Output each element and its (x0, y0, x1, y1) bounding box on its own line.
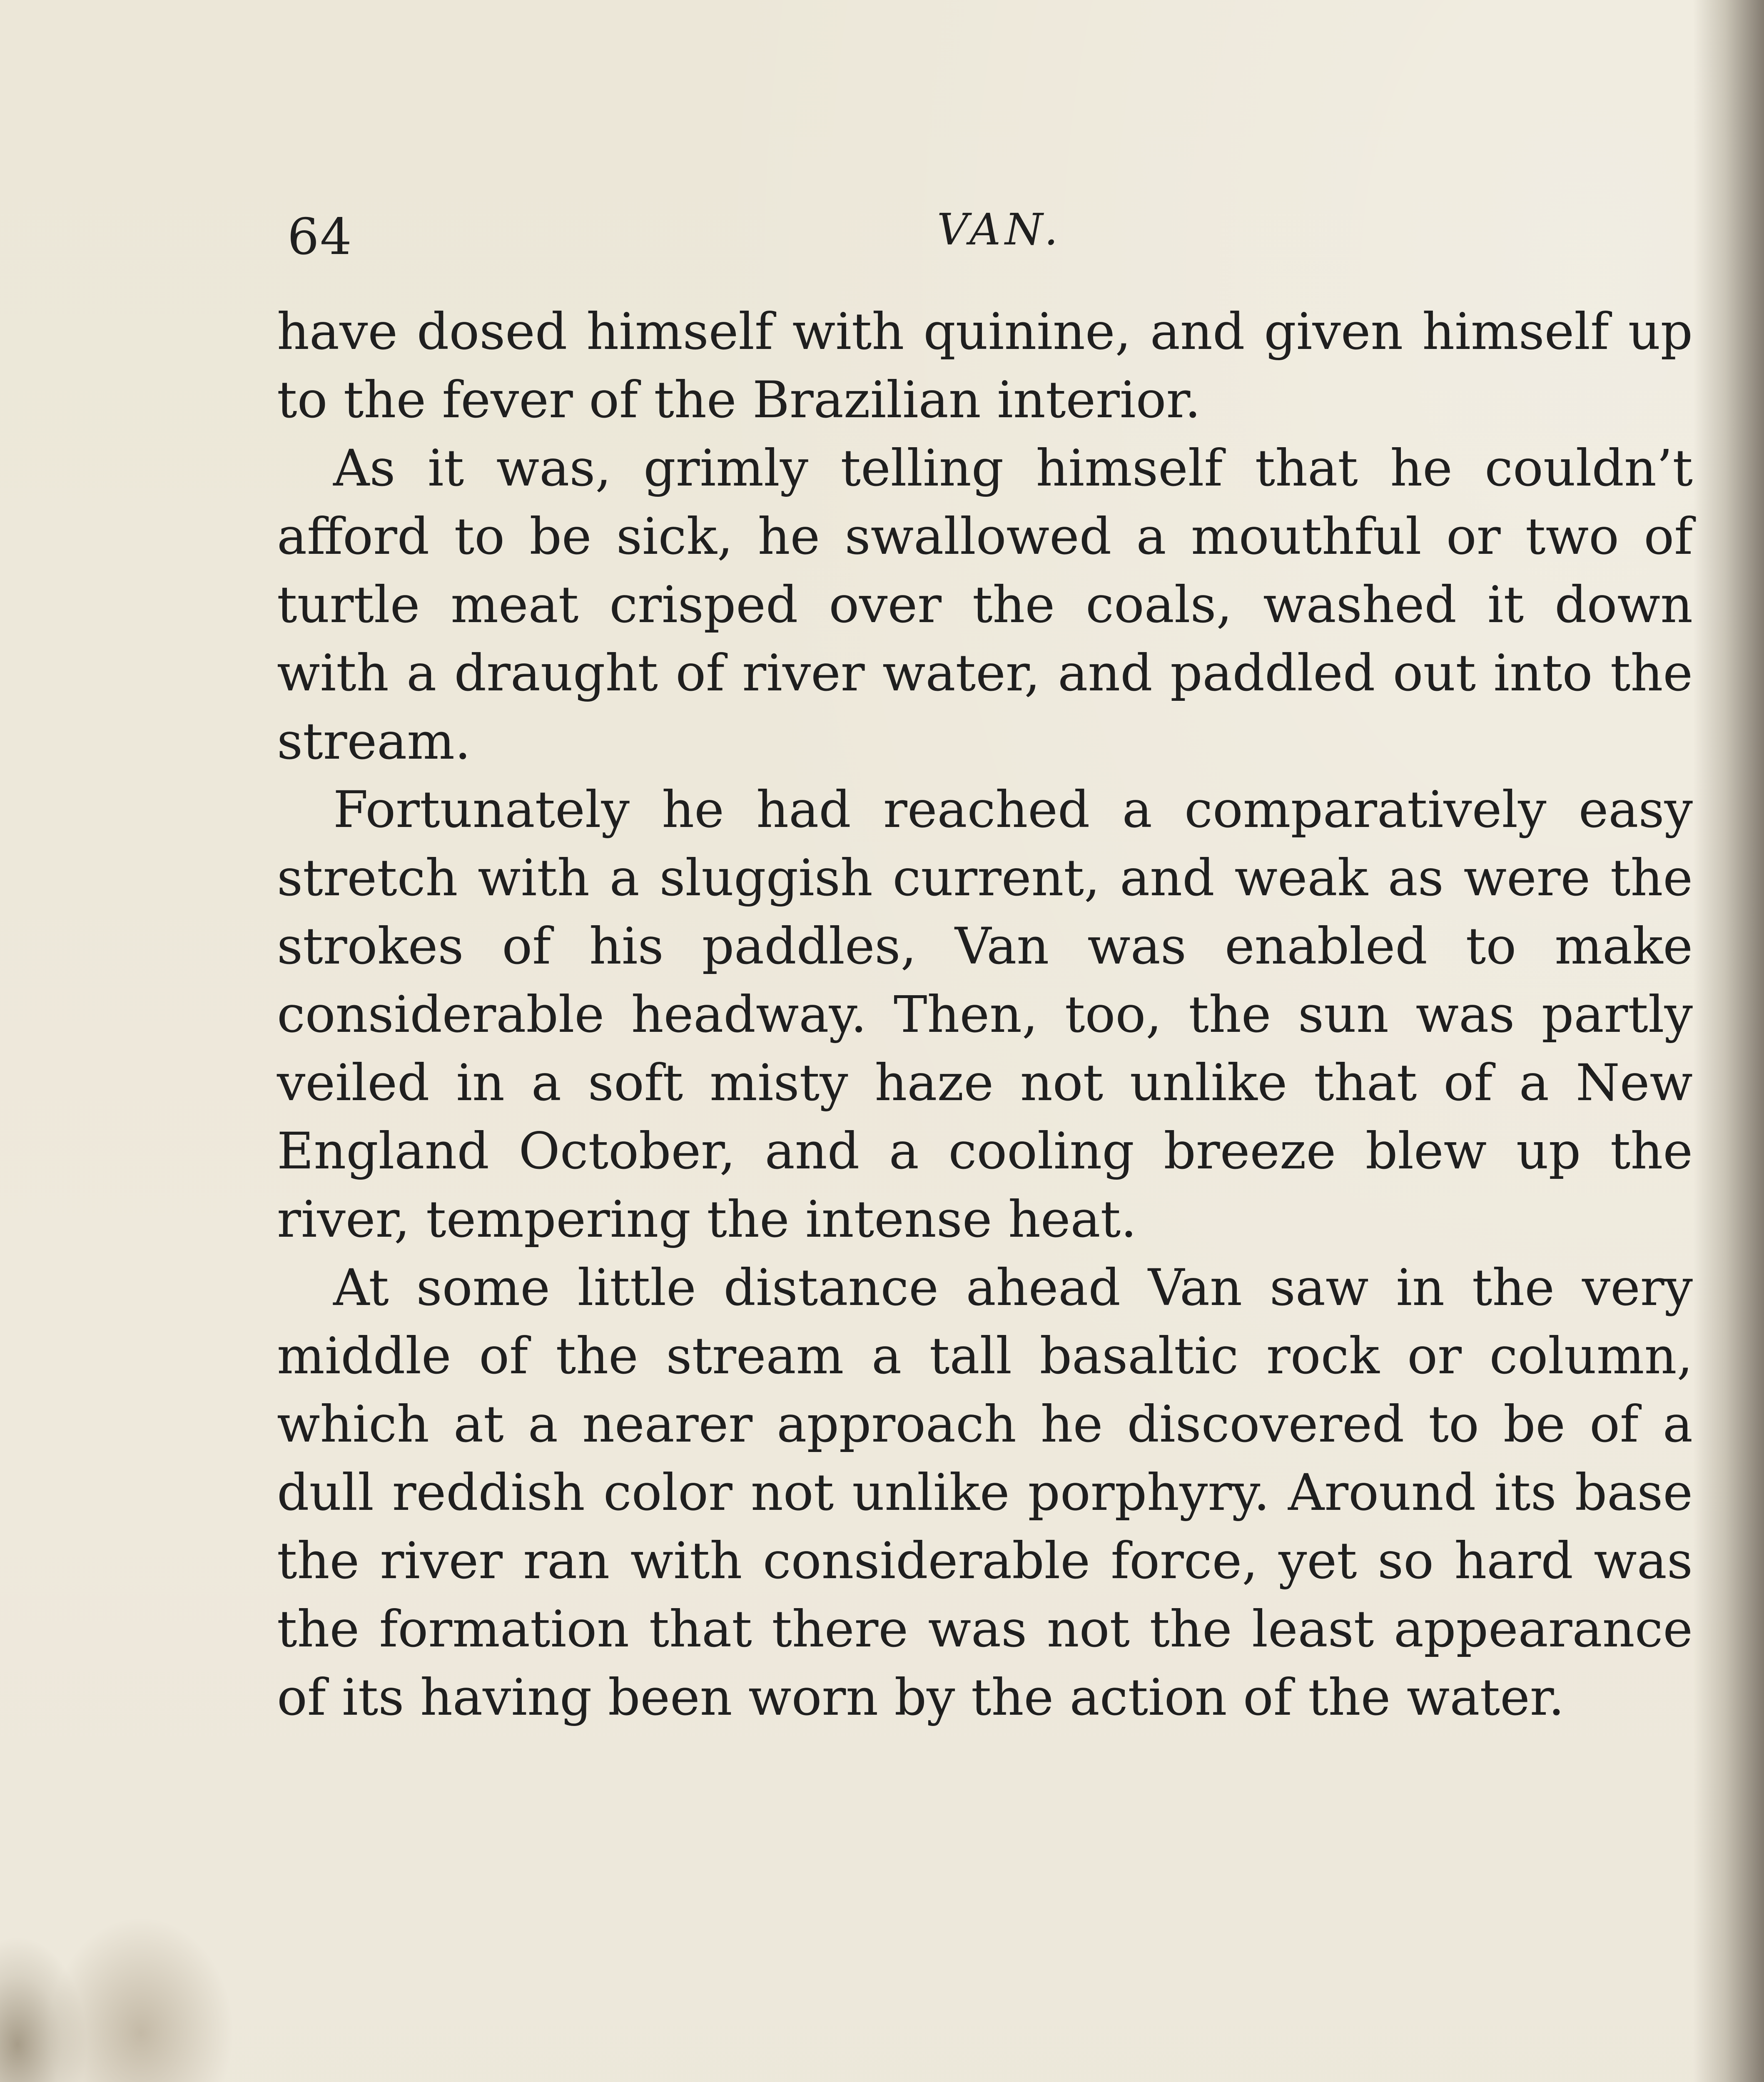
running-head: VAN. (937, 204, 1062, 255)
page-gutter-shadow (1693, 0, 1764, 2082)
body-text (277, 298, 1693, 1732)
page-number: 64 (287, 208, 353, 266)
paragraph: At some little distance ahead Van saw in the very middle of the stream a tall basaltic rock or column, which at a nearer approach he discovered to be of a dull reddish color not unlike porphyry. Around its base the river ran with considerable force, yet so hard was the formation that there was not the least appearance of its having been worn by the action of the water. (277, 1258, 1693, 1727)
paragraph: As it was, grimly telling himself that he couldn’t afford to be sick, he swallowed a mouthful or two of turtle meat crisped over the coals, washed it down with a draught of river water, and paddled out into the stream. (277, 439, 1693, 771)
paragraph: Fortunately he had reached a comparatively easy stretch with a sluggish current, and weak as were the strokes of his paddles, Van was enabled to make considerable headway. Then, too, the sun was partly veiled in a soft misty haze not unlike that of a New England October, and a cooling breeze blew up the river, tempering the intense heat. (277, 780, 1693, 1249)
paper-stain (0, 1936, 87, 2082)
page-header (279, 196, 1695, 279)
paragraph-continuation: have dosed himself with quinine, and given himself up to the fever of the Brazilian interior. (277, 302, 1693, 429)
